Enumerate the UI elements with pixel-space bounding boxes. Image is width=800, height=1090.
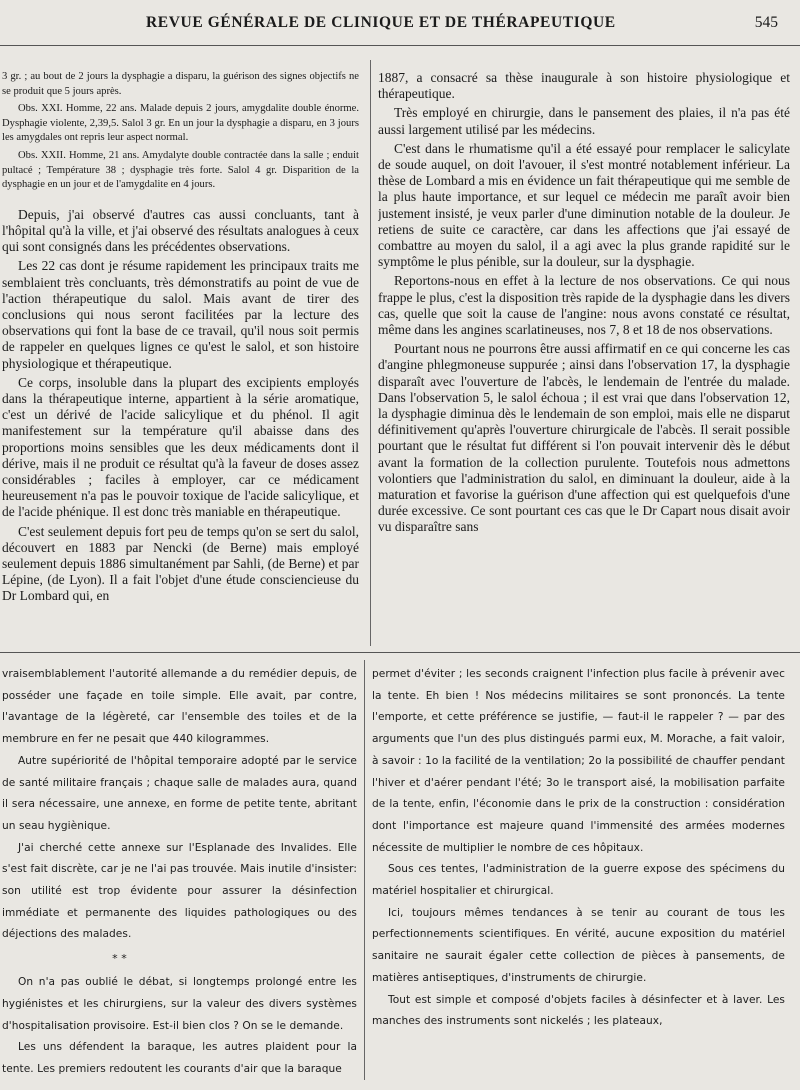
lower-right-column: [372, 664, 785, 1084]
observation-22: Obs. XXII. Homme, 21 ans. Amydalyte double contractée dans la salle ; enduit pultacé ; Température 38 ; dysphagie très forte. Salol 4 gr. Disparition de la dysphagie en un jour et de l'amygdalite en 4 jours.: [2, 149, 359, 191]
paragraph: C'est dans le rhumatisme qu'il a été essayé pour remplacer le salicylate de soude auquel, on doit l'avouer, il s'est montré notablement inférieur. La thèse de Lombard a mis en évidence un fait thérapeutique qui me semble de la plus haute importance, et sur lequel ce médecin me paraît avoir bien justement insisté, je veux parler d'une diminution notable de la douleur. Je retiens de suite ce caractère, car dans les affections que j'ai essayé de combattre au moyen du salol, il a agi avec la plus grande rapidité sur le symptôme le plus pénible, sur la douleur, sur la dysphagie.: [378, 140, 790, 270]
paragraph: Les 22 cas dont je résume rapidement les principaux traits me semblaient très concluants, très démonstratifs au point de vue de l'action thérapeutique du salol. Mais avant de tirer des conclusions qui nous seront facilitées par la lecture des observations qui font la base de ce travail, qu'il nous soit permis de rappeler en quelques lignes ce qu'est le salol, et son histoire physiologique et thérapeutique.: [2, 258, 359, 371]
section-separator: [2, 948, 357, 970]
running-title: REVUE GÉNÉRALE DE CLINIQUE ET DE THÉRAPEUTIQUE: [146, 14, 616, 31]
paragraph: permet d'éviter ; les seconds craignent l'infection plus facile à prévenir avec la tente. Eh bien ! Nos médecins militaires se sont prononcés. La tente l'emporte, et cette préférence se justifie, — faut-il le rappeler ? — par des arguments que l'un des plus distingués parmi eux, M. Morache, a fait valoir, à savoir : 1o la facilité de la ventilation; 2o la possibilité de chauffer pendant l'hiver et d'aérer pendant l'été; 3o le transport aisé, la mobilisation parfaite de la tente, enfin, l'économie dans le prix de la construction : considération dont l'importance est majeure quand l'immensité des armées modernes nécessite de multiplier le nombre de ces hôpitaux.: [372, 668, 785, 854]
paragraph: Ce corps, insoluble dans la plupart des excipients employés dans la thérapeutique interne, appartient à la série aromatique, c'est un dérivé de l'acide salicylique et du phénol. Il agit manifestement sur la température qu'il abaisse dans des proportions moins sensibles que les deux médicaments dont il dérive, mais il ne produit ce résultat qu'à la faveur de doses assez considérables ; faciles à employer, car ce médicament heureusement n'a pas le pouvoir toxique de l'acide salicylique, et de l'acide phénique. Il est donc très maniable en thérapeutique.: [2, 374, 359, 520]
lower-left-column: [2, 664, 357, 1084]
upper-right-column: [378, 70, 790, 644]
column-rule: [370, 60, 371, 646]
observation-21: Obs. XXI. Homme, 22 ans. Malade depuis 2 jours, amygdalite double énorme. Dysphagie violente, 2,39,5. Salol 3 gr. En un jour la dysphagie a disparu, en 3 jours les amygdales ont repris leur aspect normal.: [2, 103, 359, 144]
paragraph: Reportons-nous en effet à la lecture de nos observations. Ce qui nous frappe le plus, c'est la disposition très rapide de la dysphagie dans les divers cas, quelle que soit la cause de l'angine: nous avons constaté ce résultat, même dans les angines scarlatineuses, nos 7, 8 et 18 de nos observations.: [378, 273, 790, 338]
column-rule-lower: [364, 660, 365, 1080]
paragraph: Les uns défendent la baraque, les autres plaident pour la tente. Les premiers redoutent les courants d'air que la baraque: [2, 1041, 357, 1075]
upper-left-column: [2, 70, 359, 644]
paragraph: Tout est simple et composé d'objets faciles à désinfecter et à laver. Les manches des instruments sont nickelés ; les plateaux,: [372, 993, 785, 1028]
paragraph: Ici, toujours mêmes tendances à se tenir au courant de tous les perfectionnements scientifiques. En vérité, aucune exposition du matériel sanitaire ne saurait égaler cette collection de pièces à pansements, de matières antiseptiques, d'instruments de chirurgie.: [372, 906, 785, 984]
page-number: 545: [754, 14, 778, 31]
paragraph: 1887, a consacré sa thèse inaugurale à son histoire physiologique et thérapeutique.: [378, 70, 790, 102]
paragraph: J'ai cherché cette annexe sur l'Esplanade des Invalides. Elle s'est fait discrète, car je ne l'ai pas trouvée. Mais inutile d'insister: son utilité est trop évidente pour assurer la désinfection immédiate et permanente des liquides pathologiques ou des déjections des malades.: [2, 841, 357, 941]
paragraph: On n'a pas oublié le débat, si longtemps prolongé entre les hygiénistes et les chirurgiens, sur la valeur des divers systèmes d'hospitalisation provisoire. Est-il bien clos ? On se le demande.: [2, 976, 357, 1032]
header-rule: [0, 45, 800, 46]
observation-continuation: 3 gr. ; au bout de 2 jours la dysphagie a disparu, la guérison des signes objectifs ne se produit que 5 jours après.: [2, 71, 359, 97]
separator-asterisks: * *: [112, 952, 127, 966]
paragraph: vraisemblablement l'autorité allemande a du remédier depuis, de posséder une façade en toile simple. Elle avait, par contre, l'avantage de la légèreté, car l'ensemble des toiles et de la membrure en fer ne pesait que 440 kilogrammes.: [2, 668, 357, 746]
section-rule: [0, 652, 800, 653]
paragraph: C'est seulement depuis fort peu de temps qu'on se sert du salol, découvert en 1883 par Nencki (de Berne) mais employé seulement depuis 1886 simultanément par Sahli, (de Berne) et par Lépine, (de Lyon). Il a fait l'objet d'une étude consciencieuse du Dr Lombard qui, en: [2, 523, 359, 604]
paragraph: Depuis, j'ai observé d'autres cas aussi concluants, tant à l'hôpital qu'à la ville, et j'ai observé des résultats analogues à ceux qui sont consignés dans les précédentes observations.: [2, 206, 359, 255]
page-header: [0, 14, 800, 42]
paragraph: Pourtant nous ne pourrons être aussi affirmatif en ce qui concerne les cas d'angine phlegmoneuse suppurée ; ainsi dans l'observation 17, la dysphagie disparaît avec l'ouverture de l'abcès, le lendemain de l'entrée du malade. Dans l'observation 5, le salol échoua ; il est vrai que dans l'observation 12, la dysphagie diminua dès le lendemain de son emploi, mais elle ne disparut définitivement qu'après l'ouverture chirurgicale de l'abcès. Il serait possible pourtant que le résultat fut différent si l'on pouvait intervenir dès le début avant la formation de la collection purulente. Toutefois nous admettons volontiers que l'administration du salol, en diminuant la douleur, aide à la maturation et favorise la guérison d'une affection qui est quelquefois d'une durée excessive. Ce sont pourtant ces cas que le Dr Capart nous disait avoir vu disparaître sans: [378, 341, 790, 535]
paragraph: Sous ces tentes, l'administration de la guerre expose des spécimens du matériel hospitalier et chirurgical.: [372, 863, 785, 898]
paragraph: Très employé en chirurgie, dans le pansement des plaies, il n'a pas été aussi largement utilisé par les médecins.: [378, 105, 790, 137]
paragraph: Autre supériorité de l'hôpital temporaire adopté par le service de santé militaire français ; chaque salle de malades aura, quand il sera nécessaire, une annexe, en forme de petite tente, abritant un seau hygiènique.: [2, 754, 357, 832]
